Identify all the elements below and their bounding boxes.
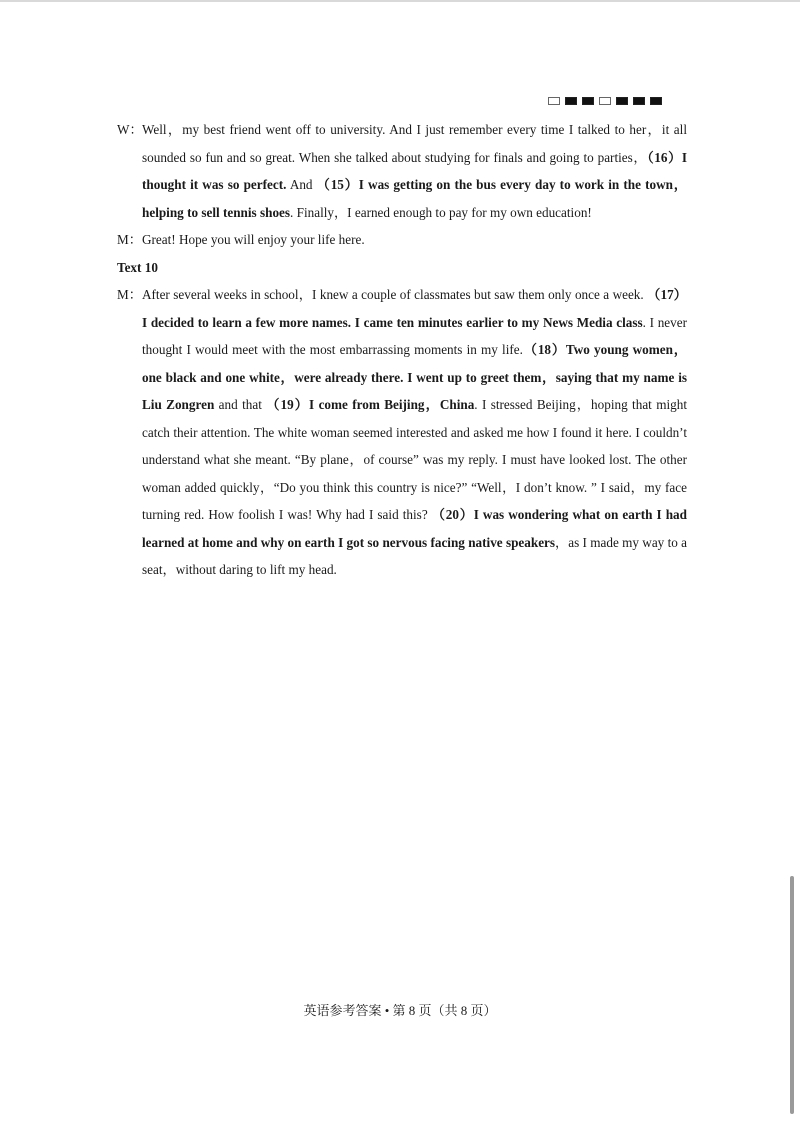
transcript-text: And xyxy=(286,177,317,192)
dialogue-paragraph xyxy=(117,226,687,254)
transcript-text: . Finally，I earned enough to pay for my own education! xyxy=(290,204,592,220)
answer-highlight: （18）Two young women，one black and one white，were already there. I went up to greet them，saying that my name is Liu Zongren xyxy=(142,342,687,412)
answer-highlight: （17）I decided to learn a few more names. I came ten minutes earlier to my News Media class xyxy=(142,287,687,330)
header-mark xyxy=(582,97,594,105)
transcript-text: After several weeks in school，I knew a couple of classmates but saw them only once a week. xyxy=(142,287,648,302)
speaker-label: W： xyxy=(117,122,143,137)
scrollbar[interactable] xyxy=(790,876,794,1114)
answer-highlight: （15）I was getting on the bus every day to work in the town，helping to sell tennis shoes xyxy=(142,177,687,220)
transcript-text: . I never thought I would meet with the most embarrassing moments in my life. xyxy=(142,314,687,357)
header-mark xyxy=(650,97,662,105)
document-body xyxy=(117,116,687,584)
transcript-text: ，as I made my way to a seat，without daring to lift my head. xyxy=(142,534,688,577)
answer-highlight: （20）I was wondering what on earth I had learned at home and why on earth I got so nervous facing native speakers xyxy=(142,507,687,550)
transcript-text: Great! Hope you will enjoy your life here. xyxy=(142,232,365,247)
header-mark xyxy=(633,97,645,105)
speaker-label: M： xyxy=(117,232,142,247)
header-mark xyxy=(565,97,577,105)
header-mark xyxy=(548,97,560,105)
dialogue-paragraph xyxy=(117,116,687,226)
dialogue-paragraph xyxy=(117,281,687,584)
header-mark xyxy=(616,97,628,105)
transcript-text: . I stressed Beijing，hoping that might catch their attention. The white woman seemed interested and asked me how I found it here. I couldn’t understand what she meant. “By plane，of course” was my reply. I must have looked lost. The other woman added quickly，“Do you think this country is nice?” “Well，I don’t know. ” I said，my face turning red. How foolish I was! Why had I said this? xyxy=(142,397,687,522)
speaker-label: M： xyxy=(117,287,142,302)
header-marks xyxy=(548,97,662,105)
answer-highlight: （16）I thought it was so perfect. xyxy=(142,149,687,192)
transcript-text: Well，my best friend went off to university. And I just remember every time I talked to her，it all sounded so fun and so great. When she talked about studying for finals and going to parties， xyxy=(142,122,687,165)
header-mark xyxy=(599,97,611,105)
dialogue-block-1 xyxy=(117,116,687,254)
answer-highlight: （19）I come from Beijing，China xyxy=(266,397,475,412)
transcript-text: and that xyxy=(214,397,267,412)
dialogue-block-2 xyxy=(117,281,687,584)
section-heading: Text 10 xyxy=(117,259,158,275)
top-border-line xyxy=(0,0,800,2)
page-footer: 英语参考答案 • 第 8 页（共 8 页） xyxy=(303,1003,497,1018)
